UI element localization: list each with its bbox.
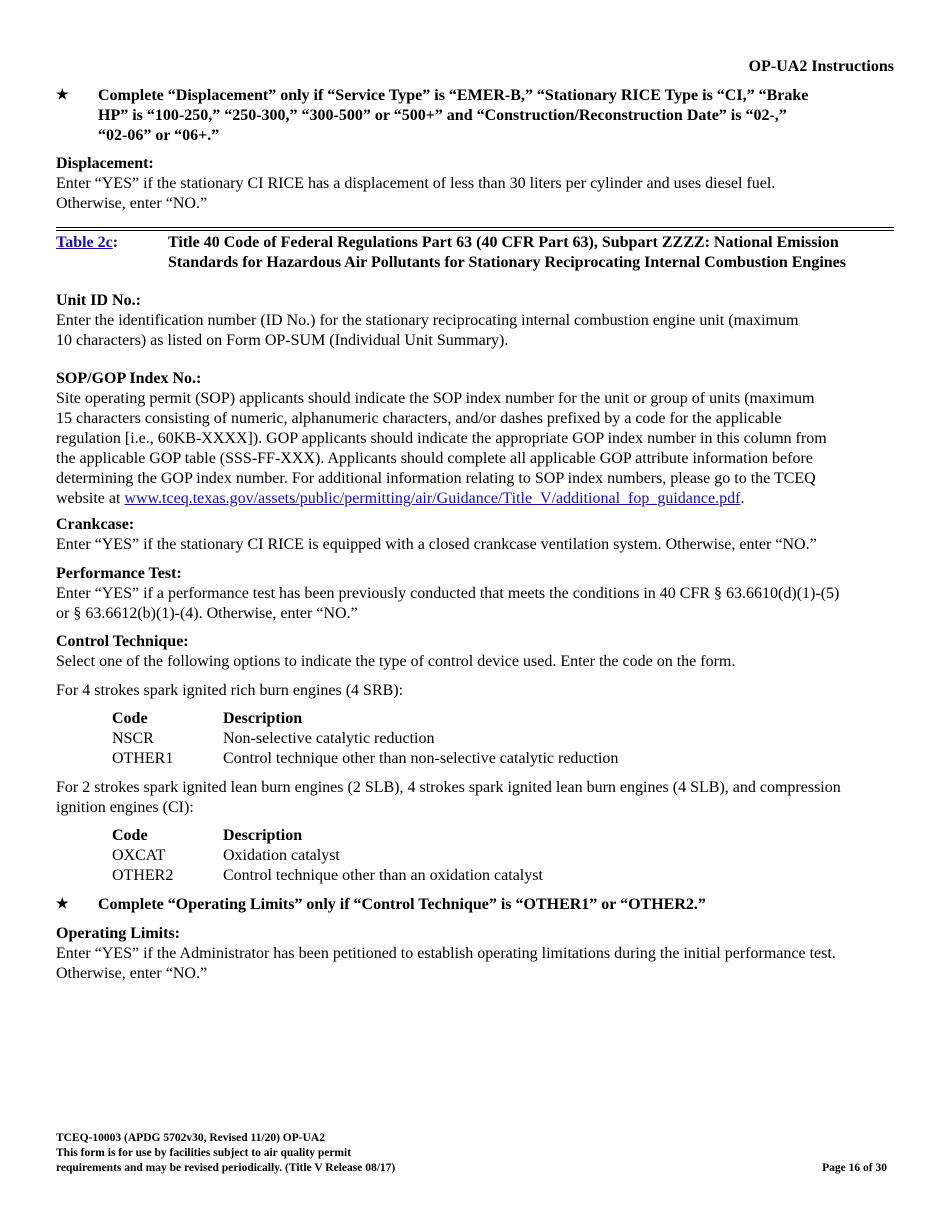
section-text	[56, 489, 894, 509]
text-prefix: website at	[56, 490, 125, 507]
code-cell: OTHER1	[112, 750, 174, 767]
table-ref-colon: :	[112, 234, 119, 251]
section-heading: Operating Limits:	[56, 925, 180, 942]
guidance-link[interactable]: www.tceq.texas.gov/assets/public/permitting/air/Guidance/Title_V/additional_fop_guidance.pdf	[124, 490, 741, 507]
star-icon: ★	[56, 897, 69, 912]
crankcase-section	[56, 515, 894, 555]
section-text: regulation [i.e., 60KB-XXXX]). GOP applicants should indicate the appropriate GOP index number in this column from	[56, 430, 827, 447]
table-row	[112, 729, 618, 749]
unit-id-section	[56, 291, 894, 351]
section-text: Enter “YES” if a performance test has been previously conducted that meets the conditions in 40 CFR § 63.6610(d)(1)-(5)	[56, 585, 840, 602]
table-row	[112, 866, 543, 886]
note-line: “02-06” or “06+.”	[98, 127, 220, 144]
code-header: Code	[112, 827, 148, 844]
header-title: OP-UA2 Instructions	[748, 58, 894, 75]
table-row	[112, 846, 543, 866]
page-number: Page 16 of 30	[822, 1162, 887, 1174]
section-text: ignition engines (CI):	[56, 799, 194, 816]
table-header-row	[112, 826, 543, 846]
control-table-srb	[112, 709, 618, 769]
table-header-row	[112, 709, 618, 729]
code-cell: OTHER2	[112, 867, 174, 884]
table-row	[112, 749, 618, 769]
description-cell: Control technique other than an oxidation catalyst	[223, 867, 543, 884]
section-text: or § 63.6612(b)(1)-(4). Otherwise, enter “NO.”	[56, 605, 358, 622]
table-title-line: Standards for Hazardous Air Pollutants for Stationary Reciprocating Internal Combustion Engines	[168, 254, 846, 271]
section-text: determining the GOP index number. For additional information relating to SOP index numbers, please go to the TCEQ	[56, 470, 816, 487]
section-heading: SOP/GOP Index No.:	[56, 370, 202, 387]
control-technique-section	[56, 632, 894, 672]
table-title-line: Title 40 Code of Federal Regulations Part 63 (40 CFR Part 63), Subpart ZZZZ: National Emission	[168, 234, 839, 251]
footer-line: TCEQ-10003 (APDG 5702v30, Revised 11/20) OP-UA2	[56, 1132, 325, 1144]
control-table-slb-ci	[112, 826, 543, 886]
section-text: For 2 strokes spark ignited lean burn engines (2 SLB), 4 strokes spark ignited lean burn engines (4 SLB), and compression	[56, 779, 841, 796]
section-text: 15 characters consisting of numeric, alphanumeric characters, and/or dashes prefixed by a code for the applicable	[56, 410, 782, 427]
divider-rule	[56, 227, 894, 228]
code-header: Code	[112, 710, 148, 727]
code-cell: NSCR	[112, 730, 154, 747]
footer-line: This form is for use by facilities subject to air quality permit	[56, 1147, 352, 1159]
divider-rule	[56, 230, 894, 231]
section-heading: Crankcase:	[56, 516, 135, 533]
description-cell: Control technique other than non-selective catalytic reduction	[223, 750, 619, 767]
performance-test-section	[56, 564, 894, 624]
footer-form-info	[56, 1131, 395, 1176]
operating-limits-section	[56, 924, 894, 984]
section-heading: Unit ID No.:	[56, 292, 141, 309]
description-cell: Oxidation catalyst	[223, 847, 340, 864]
section-text: 10 characters) as listed on Form OP-SUM (Individual Unit Summary).	[56, 332, 509, 349]
star-icon: ★	[56, 88, 69, 103]
sop-gop-section	[56, 369, 894, 509]
section-heading: Control Technique:	[56, 633, 189, 650]
table-2c-link[interactable]: Table 2c	[56, 234, 113, 251]
text-suffix: .	[740, 490, 745, 507]
section-text: Otherwise, enter “NO.”	[56, 965, 208, 982]
section-heading: Displacement:	[56, 155, 154, 172]
section-text: Enter “YES” if the Administrator has been petitioned to establish operating limitations during the initial performance test.	[56, 945, 836, 962]
section-text: Select one of the following options to indicate the type of control device used. Enter the code on the form.	[56, 653, 736, 670]
operating-limits-condition-note	[56, 895, 894, 915]
section-text: Site operating permit (SOP) applicants should indicate the SOP index number for the unit or group of units (maximum	[56, 390, 815, 407]
displacement-condition-note	[56, 86, 894, 146]
description-header: Description	[223, 710, 303, 727]
description-header: Description	[223, 827, 303, 844]
note-line: Complete “Operating Limits” only if “Control Technique” is “OTHER1” or “OTHER2.”	[98, 896, 706, 913]
footer-line: requirements and may be revised periodically. (Title V Release 08/17)	[56, 1162, 396, 1174]
section-heading: Performance Test:	[56, 565, 182, 582]
control-intro-srb: For 4 strokes spark ignited rich burn engines (4 SRB):	[56, 682, 404, 699]
document-page	[56, 0, 894, 1230]
section-text: Enter the identification number (ID No.) for the stationary reciprocating internal combustion engine unit (maximum	[56, 312, 799, 329]
section-text: Enter “YES” if the stationary CI RICE is equipped with a closed crankcase ventilation system. Otherwise, enter “NO.”	[56, 536, 817, 553]
section-text: the applicable GOP table (SSS-FF-XXX). Applicants should complete all applicable GOP attribute information before	[56, 450, 813, 467]
note-line: Complete “Displacement” only if “Service Type” is “EMER-B,” “Stationary RICE Type is “CI,” “Brake	[98, 87, 809, 104]
displacement-section	[56, 154, 894, 214]
section-text: Otherwise, enter “NO.”	[56, 195, 208, 212]
description-cell: Non-selective catalytic reduction	[223, 730, 435, 747]
section-text: Enter “YES” if the stationary CI RICE has a displacement of less than 30 liters per cylinder and uses diesel fuel.	[56, 175, 776, 192]
code-cell: OXCAT	[112, 847, 166, 864]
control-intro-slb-ci	[56, 778, 894, 818]
note-line: HP” is “100-250,” “250-300,” “300-500” or “500+” and “Construction/Reconstruction Date” is “02-,”	[98, 107, 787, 124]
table-reference-header	[56, 233, 894, 273]
